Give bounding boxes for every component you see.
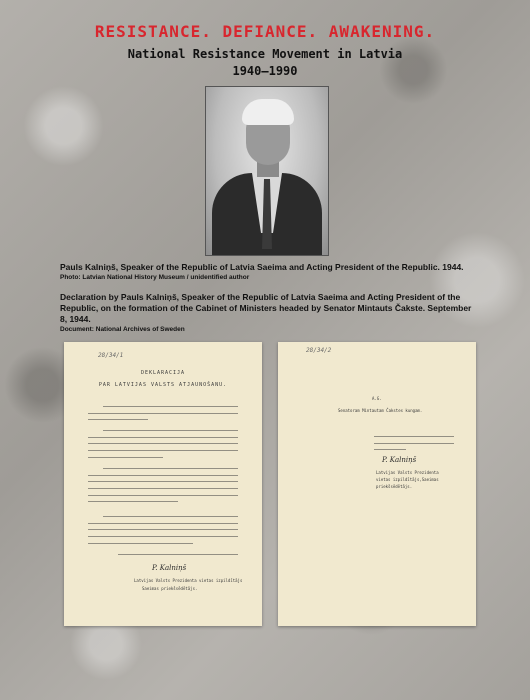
typed-paragraph [88,400,238,420]
typed-paragraph [374,430,454,450]
photo-caption: Pauls Kalniņš, Speaker of the Republic of Latvia Saeima and Acting President of the Republic. 1944. [60,262,464,272]
signature-title-line-1: Latvijas Valsts Prezidenta [376,470,439,475]
typed-paragraph [88,424,238,457]
handwritten-signature: P. Kalniņš [152,564,187,572]
exhibit-years: 1940–1990 [232,64,298,78]
declaration-caption-block [60,292,480,334]
signature-title-line-2: vietas izpildītājs,Saeimas [376,477,439,482]
declaration-credit: Document: National Archives of Sweden [60,326,185,333]
exhibit-headline: RESISTANCE. DEFIANCE. AWAKENING. [94,22,436,41]
signature-title-line-3: priekšsēdētājs. [376,484,413,489]
signature-title-line-1: Latvijas Valsts Prezidenta vietas izpildītājs [134,578,243,583]
typed-paragraph [88,548,238,555]
document-subtitle: PAR LATVIJAS VALSTS ATJAUNOŠANU. [98,382,228,388]
declaration-page-2 [278,342,476,626]
addressee-name: Senatoram Mintautam Čakstes kungam. [338,408,423,413]
signature-title-line-2: Saeimas priekšsēdētājs. [142,586,198,591]
archive-pencil-mark: 28/34/2 [306,347,332,354]
archive-pencil-mark: 28/34/1 [98,352,124,359]
typed-paragraph [88,462,238,502]
declaration-page-1 [64,342,262,626]
handwritten-signature: P. Kalniņš [382,456,417,464]
declaration-caption: Declaration by Pauls Kalniņš, Speaker of the Republic of Latvia Saeima and Acting President of the Republic, on the formation of the Cabinet of Ministers headed by Senator Mintauts Čakste. September 8, 1944. [60,292,472,324]
photo-caption-block [60,262,480,282]
typed-paragraph [88,510,238,543]
document-title: DEKLARACIJA [140,370,186,376]
photo-credit: Photo: Latvian National History Museum / unidentified author [60,274,250,281]
addressee-initials: A.G. [372,396,382,401]
exhibit-subtitle: National Resistance Movement in Latvia [127,47,403,61]
portrait-photo [205,86,329,256]
